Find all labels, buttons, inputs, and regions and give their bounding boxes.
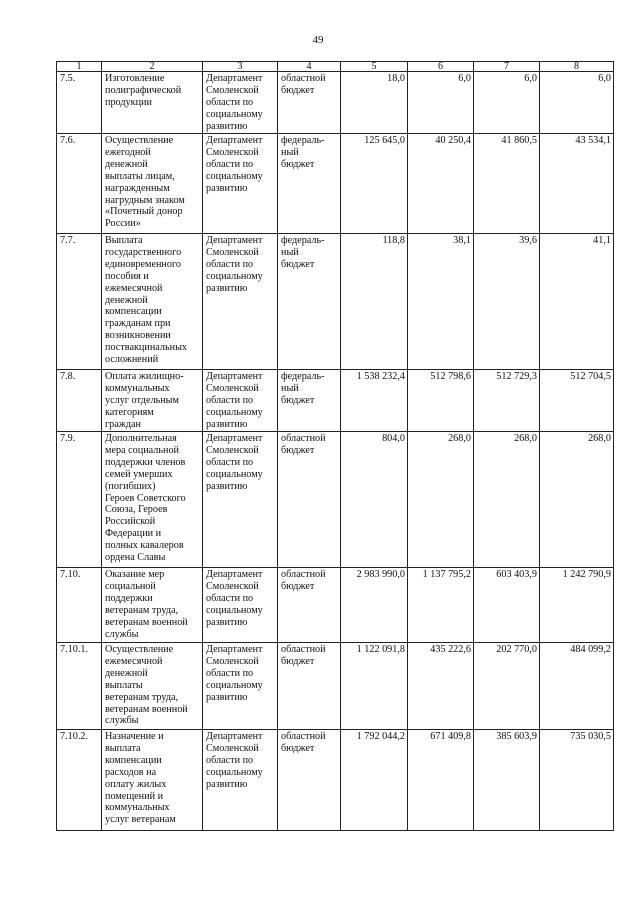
table-row [57, 568, 614, 643]
page-number: 49 [312, 34, 324, 46]
year1-amount-cell: 435 222,6 [408, 643, 474, 730]
total-amount-cell: 1 122 091,8 [341, 643, 408, 730]
header-cell-4: 4 [278, 62, 341, 72]
funding-source-cell: областной бюджет [278, 72, 341, 134]
year2-amount-cell: 268,0 [474, 432, 540, 568]
funding-source-cell: областной бюджет [278, 568, 341, 643]
year2-amount-cell: 6,0 [474, 72, 540, 134]
year3-amount-cell: 512 704,5 [540, 370, 614, 432]
year3-amount-cell: 41,1 [540, 234, 614, 370]
funding-source-cell: областной бюджет [278, 730, 341, 831]
table-row [57, 432, 614, 568]
year1-amount-cell: 671 409,8 [408, 730, 474, 831]
table-row [57, 730, 614, 831]
funding-source-cell: федераль- ный бюджет [278, 134, 341, 234]
funding-source-cell: федераль- ный бюджет [278, 370, 341, 432]
executor-cell: Департамент Смоленской области по социальному развитию [203, 730, 278, 831]
table-row [57, 643, 614, 730]
total-amount-cell: 2 983 990,0 [341, 568, 408, 643]
total-amount-cell: 125 645,0 [341, 134, 408, 234]
measure-name-cell: Выплата государственного единовременного пособия и ежемесячной денежной компенсации гражданам при возникновении поствакцинальных осложнений [102, 234, 203, 370]
measure-name-cell: Оказание мер социальной поддержки ветеранам труда, ветеранам военной службы [102, 568, 203, 643]
total-amount-cell: 18,0 [341, 72, 408, 134]
measure-name-cell: Осуществление ежегодной денежной выплаты лицам, награжденным нагрудным знаком «Почетный донор России» [102, 134, 203, 234]
executor-cell: Департамент Смоленской области по социальному развитию [203, 568, 278, 643]
row-number-cell: 7.10. [57, 568, 102, 643]
executor-cell: Департамент Смоленской области по социальному развитию [203, 643, 278, 730]
budget-table [56, 61, 614, 831]
header-cell-8: 8 [540, 62, 614, 72]
header-cell-1: 1 [57, 62, 102, 72]
year1-amount-cell: 512 798,6 [408, 370, 474, 432]
row-number-cell: 7.5. [57, 72, 102, 134]
year2-amount-cell: 603 403,9 [474, 568, 540, 643]
year3-amount-cell: 735 030,5 [540, 730, 614, 831]
executor-cell: Департамент Смоленской области по социальному развитию [203, 72, 278, 134]
header-cell-2: 2 [102, 62, 203, 72]
header-cell-3: 3 [203, 62, 278, 72]
table-row [57, 234, 614, 370]
total-amount-cell: 1 792 044,2 [341, 730, 408, 831]
row-number-cell: 7.9. [57, 432, 102, 568]
year3-amount-cell: 43 534,1 [540, 134, 614, 234]
year1-amount-cell: 1 137 795,2 [408, 568, 474, 643]
year3-amount-cell: 268,0 [540, 432, 614, 568]
measure-name-cell: Осуществление ежемесячной денежной выплаты ветеранам труда, ветеранам военной службы [102, 643, 203, 730]
executor-cell: Департамент Смоленской области по социальному развитию [203, 234, 278, 370]
total-amount-cell: 1 538 232,4 [341, 370, 408, 432]
funding-source-cell: областной бюджет [278, 432, 341, 568]
total-amount-cell: 118,8 [341, 234, 408, 370]
executor-cell: Департамент Смоленской области по социальному развитию [203, 432, 278, 568]
year2-amount-cell: 385 603,9 [474, 730, 540, 831]
header-cell-6: 6 [408, 62, 474, 72]
measure-name-cell: Назначение и выплата компенсации расходов на оплату жилых помещений и коммунальных услуг ветеранам [102, 730, 203, 831]
row-number-cell: 7.8. [57, 370, 102, 432]
row-number-cell: 7.6. [57, 134, 102, 234]
measure-name-cell: Оплата жилищно- коммунальных услуг отдельным категориям граждан [102, 370, 203, 432]
table-row [57, 134, 614, 234]
header-cell-7: 7 [474, 62, 540, 72]
year1-amount-cell: 40 250,4 [408, 134, 474, 234]
funding-source-cell: федераль- ный бюджет [278, 234, 341, 370]
funding-source-cell: областной бюджет [278, 643, 341, 730]
year3-amount-cell: 1 242 790,9 [540, 568, 614, 643]
year3-amount-cell: 6,0 [540, 72, 614, 134]
table-row [57, 370, 614, 432]
measure-name-cell: Дополнительная мера социальной поддержки членов семей умерших (погибших) Героев Советского Союза, Героев Российской Федерации и полных кавалеров ордена Славы [102, 432, 203, 568]
executor-cell: Департамент Смоленской области по социальному развитию [203, 370, 278, 432]
year3-amount-cell: 484 099,2 [540, 643, 614, 730]
year2-amount-cell: 39,6 [474, 234, 540, 370]
year2-amount-cell: 41 860,5 [474, 134, 540, 234]
year1-amount-cell: 268,0 [408, 432, 474, 568]
total-amount-cell: 804,0 [341, 432, 408, 568]
header-cell-5: 5 [341, 62, 408, 72]
year2-amount-cell: 512 729,3 [474, 370, 540, 432]
row-number-cell: 7.10.2. [57, 730, 102, 831]
row-number-cell: 7.10.1. [57, 643, 102, 730]
table-row [57, 72, 614, 134]
year1-amount-cell: 38,1 [408, 234, 474, 370]
measure-name-cell: Изготовление полиграфической продукции [102, 72, 203, 134]
row-number-cell: 7.7. [57, 234, 102, 370]
year1-amount-cell: 6,0 [408, 72, 474, 134]
header-row [57, 62, 614, 72]
year2-amount-cell: 202 770,0 [474, 643, 540, 730]
executor-cell: Департамент Смоленской области по социальному развитию [203, 134, 278, 234]
